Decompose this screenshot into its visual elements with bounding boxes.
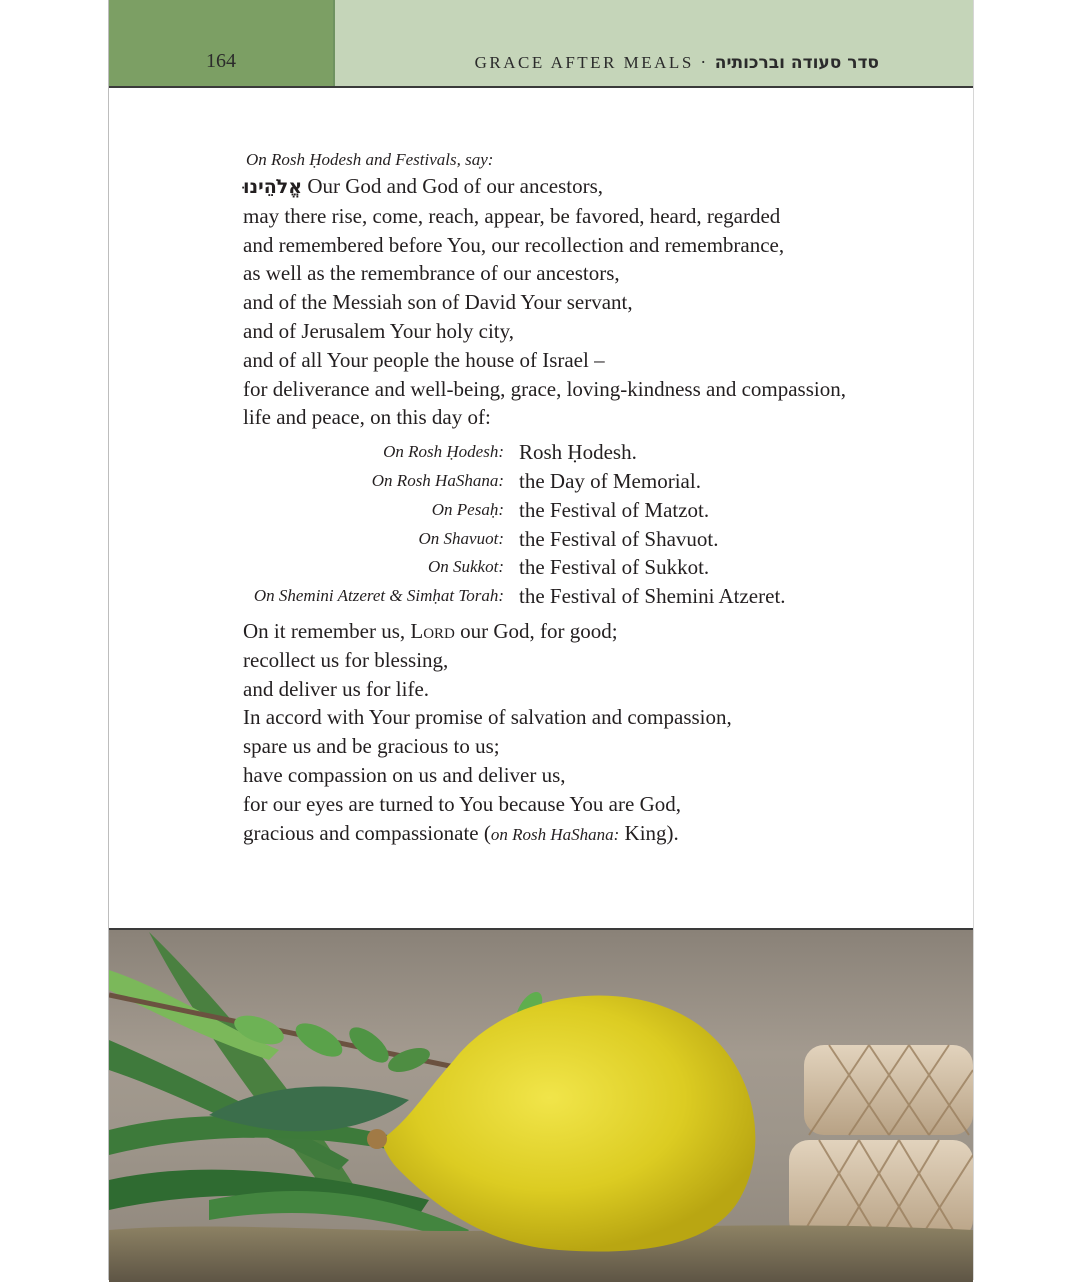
prayer-line: and of the Messiah son of David Your servant, (243, 290, 633, 315)
prayer-line: אֱלֹהֵינוּ Our God and God of our ancestors, (243, 174, 604, 198)
occasion-value: the Festival of Shavuot. (519, 526, 719, 551)
occasion-label: On Pesaḥ: (431, 499, 504, 519)
prayer-line: On it remember us, Lord our God, for good; (243, 618, 618, 643)
occasion-label: On Rosh HaShana: (371, 470, 504, 490)
title-block (333, 0, 973, 86)
occasion-row (243, 467, 943, 496)
occasion-row (243, 525, 943, 554)
prayer-line: for deliverance and well-being, grace, loving-kindness and compassion, (243, 376, 846, 401)
occasion-value: the Festival of Shemini Atzeret. (519, 584, 786, 609)
occasion-label: On Shavuot: (418, 528, 504, 548)
occasion-row (243, 582, 943, 611)
prayer-line: as well as the remembrance of our ancestors, (243, 261, 620, 286)
instruction: On Rosh Ḥodesh and Festivals, say: (246, 150, 494, 169)
title-separator: · (700, 52, 709, 72)
occasion-row (243, 553, 943, 582)
divine-name: Lord (410, 618, 455, 643)
running-title (475, 52, 879, 73)
occasion-label: On Shemini Atzeret & Simḥat Torah: (253, 586, 504, 606)
prayer-line: In accord with Your promise of salvation and compassion, (243, 705, 732, 730)
occasion-value: Rosh Ḥodesh. (519, 440, 637, 465)
prayer-line: and of Jerusalem Your holy city, (243, 318, 515, 343)
prayer-line: have compassion on us and deliver us, (243, 762, 566, 787)
prayer-line: gracious and compassionate (on Rosh HaShana: King). (243, 820, 679, 845)
prayer-line: and remembered before You, our recollection and remembrance, (243, 232, 785, 257)
running-header (109, 0, 973, 88)
prayer-line: may there rise, come, reach, appear, be favored, heard, regarded (243, 203, 781, 228)
occasion-value: the Day of Memorial. (519, 468, 701, 493)
prayer-line: and of all Your people the house of Israel – (243, 347, 605, 372)
etrog-lulav-photo (109, 928, 973, 1282)
occasion-row (243, 496, 943, 525)
prayer-line: spare us and be gracious to us; (243, 734, 500, 759)
prayer-line: recollect us for blessing, (243, 647, 449, 672)
prayer-line: and deliver us for life. (243, 676, 430, 701)
book-page (108, 0, 974, 1280)
page-number: 164 (206, 50, 236, 72)
prayer-line: for our eyes are turned to You because You are God, (243, 791, 681, 816)
occasion-label: On Rosh Ḥodesh: (383, 442, 504, 462)
occasion-value: the Festival of Matzot. (519, 497, 710, 522)
inline-instruction: on Rosh HaShana: (490, 824, 620, 844)
prayer-text (243, 148, 943, 849)
page-number-block (109, 0, 333, 86)
prayer-line: life and peace, on this day of: (243, 405, 491, 430)
occasion-value: the Festival of Sukkot. (519, 555, 710, 580)
title-english: GRACE AFTER MEALS (474, 53, 694, 72)
occasion-row (243, 438, 943, 467)
hebrew-opening-word: אֱלֹהֵינוּ (243, 176, 303, 198)
occasion-table (243, 438, 943, 611)
occasion-label: On Sukkot: (427, 557, 504, 577)
photo-illustration (109, 930, 973, 1282)
closing-paragraph (243, 617, 943, 849)
title-hebrew: סדר סעודה וברכותיה (714, 53, 879, 73)
